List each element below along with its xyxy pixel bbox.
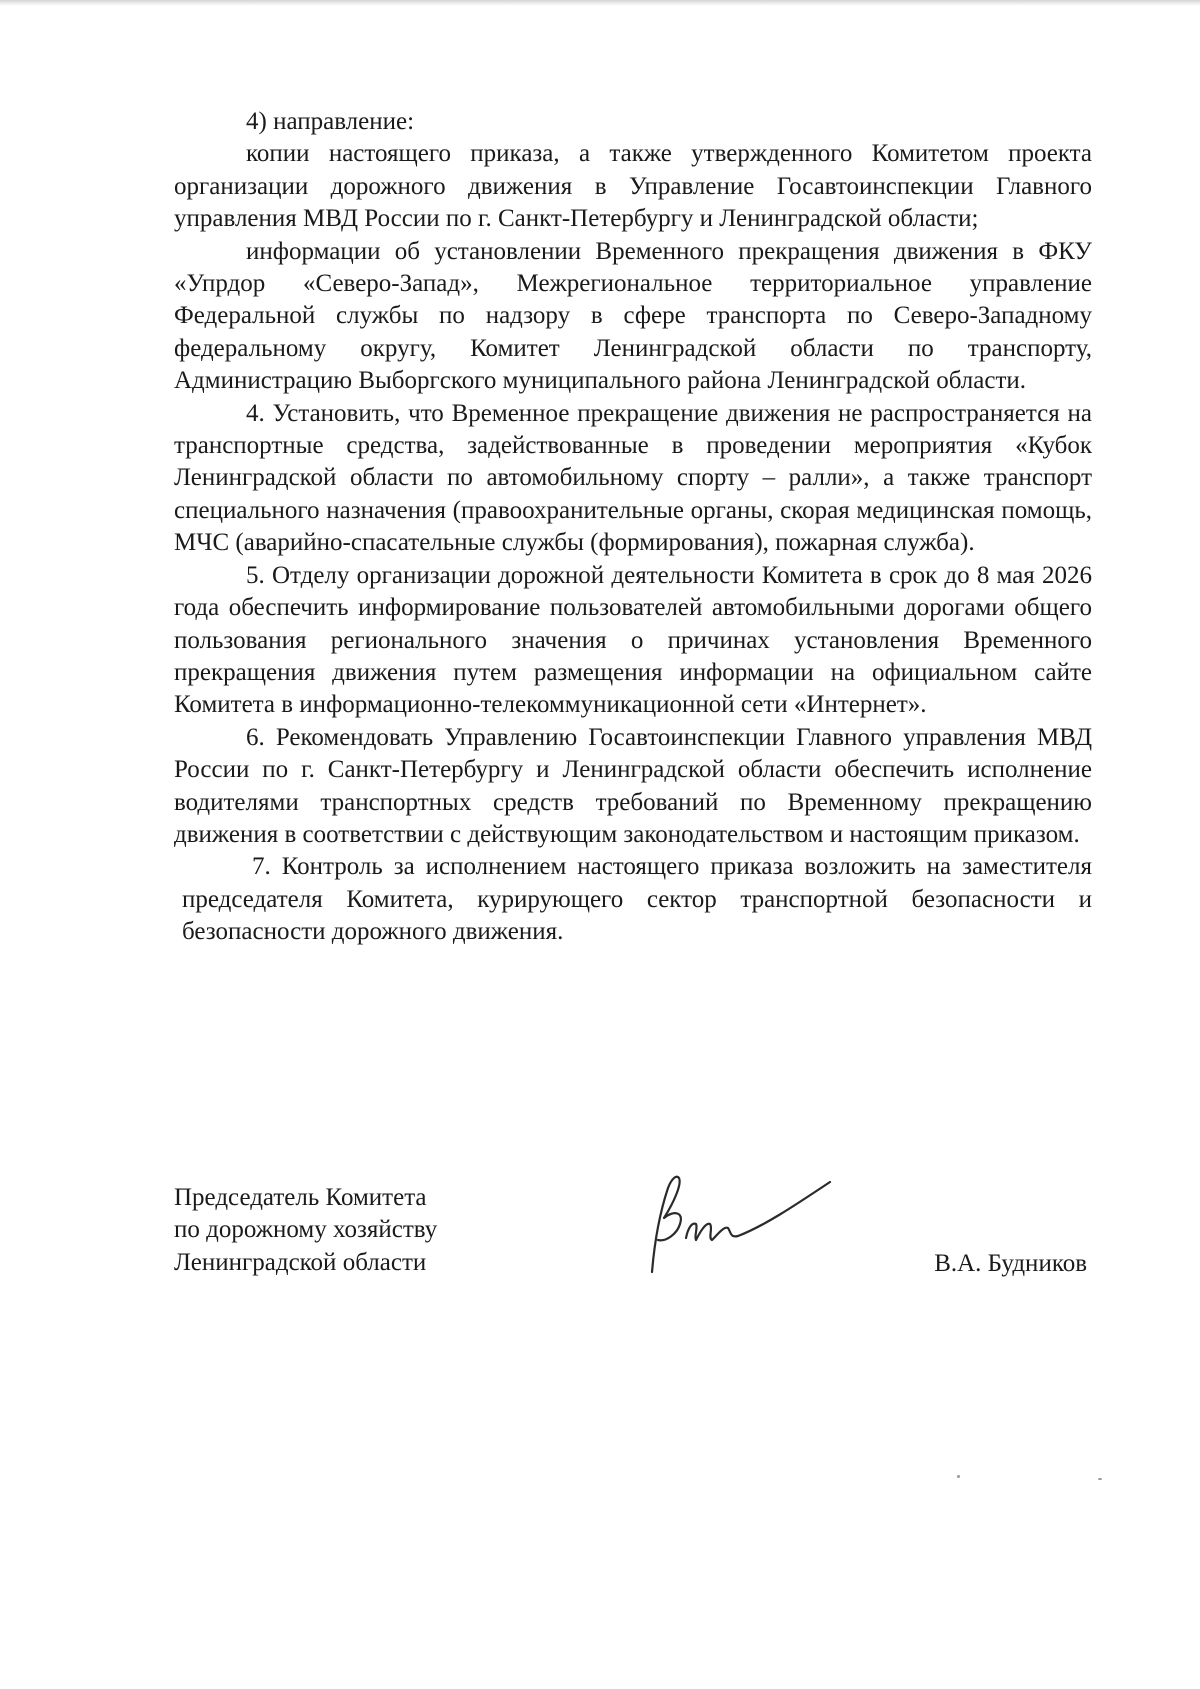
signatory-title-line: по дорожному хозяйству: [174, 1216, 438, 1244]
signatory-title-line: Ленинградской области: [174, 1248, 427, 1276]
paragraph-closure-info: информации об установлении Временного прекращения движения в ФКУ «Упрдор «Северо-Запад», Межрегиональное территориальное управление Федеральной службы по надзору в сфере транспорта по Северо-Западному федеральному округу, Комитет Ленинградской области по транспорту, Администрацию Выборгского муниципального района Ленинградской области.: [174, 237, 1092, 395]
document-body: [174, 106, 1092, 949]
handwritten-signature: [634, 1168, 854, 1278]
signatory-name: В.А. Будников: [934, 1250, 1087, 1277]
scan-speck: [1098, 1478, 1102, 1480]
paragraph-direction-heading: 4) направление:: [246, 108, 415, 135]
paragraph-item-4: 4. Установить, что Временное прекращение движения не распространяется на транспортные средства, задействованные в проведении мероприятия «Кубок Ленинградской области по автомобильному спорту – ралли», а также транспорт специального назначения (правоохранительные органы, скорая медицинская помощь, МЧС (аварийно-спасательные службы (формирования), пожарная служба).: [174, 399, 1092, 557]
scan-speck: [957, 1475, 960, 1478]
signatory-title-line: Председатель Комитета: [174, 1184, 427, 1211]
paragraph-item-7: 7. Контроль за исполнением настоящего приказа возложить на заместителя председателя Комитета, курирующего сектор транспортной безопасности и безопасности дорожного движения.: [182, 853, 1092, 946]
scan-edge: [0, 0, 1200, 6]
paragraph-order-copies: копии настоящего приказа, а также утвержденного Комитетом проекта организации дорожного движения в Управление Госавтоинспекции Главного управления МВД России по г. Санкт-Петербургу и Ленинградской области;: [174, 140, 1092, 233]
signature-block: [174, 1182, 1092, 1292]
signatory-title: [174, 1182, 437, 1279]
paragraph-item-6: 6. Рекомендовать Управлению Госавтоинспекции Главного управления МВД России по г. Санкт-Петербургу и Ленинградской области обеспечить исполнение водителями транспортных средств требований по Временному прекращению движения в соответствии с действующим законодательством и настоящим приказом.: [174, 723, 1092, 848]
paragraph-item-5: 5. Отделу организации дорожной деятельности Комитета в срок до 8 мая 2026 года обеспечить информирование пользователей автомобильными дорогами общего пользования регионального значения о причинах установления Временного прекращения движения путем размещения информации на официальном сайте Комитета в информационно-телекоммуникационной сети «Интернет».: [174, 561, 1092, 719]
